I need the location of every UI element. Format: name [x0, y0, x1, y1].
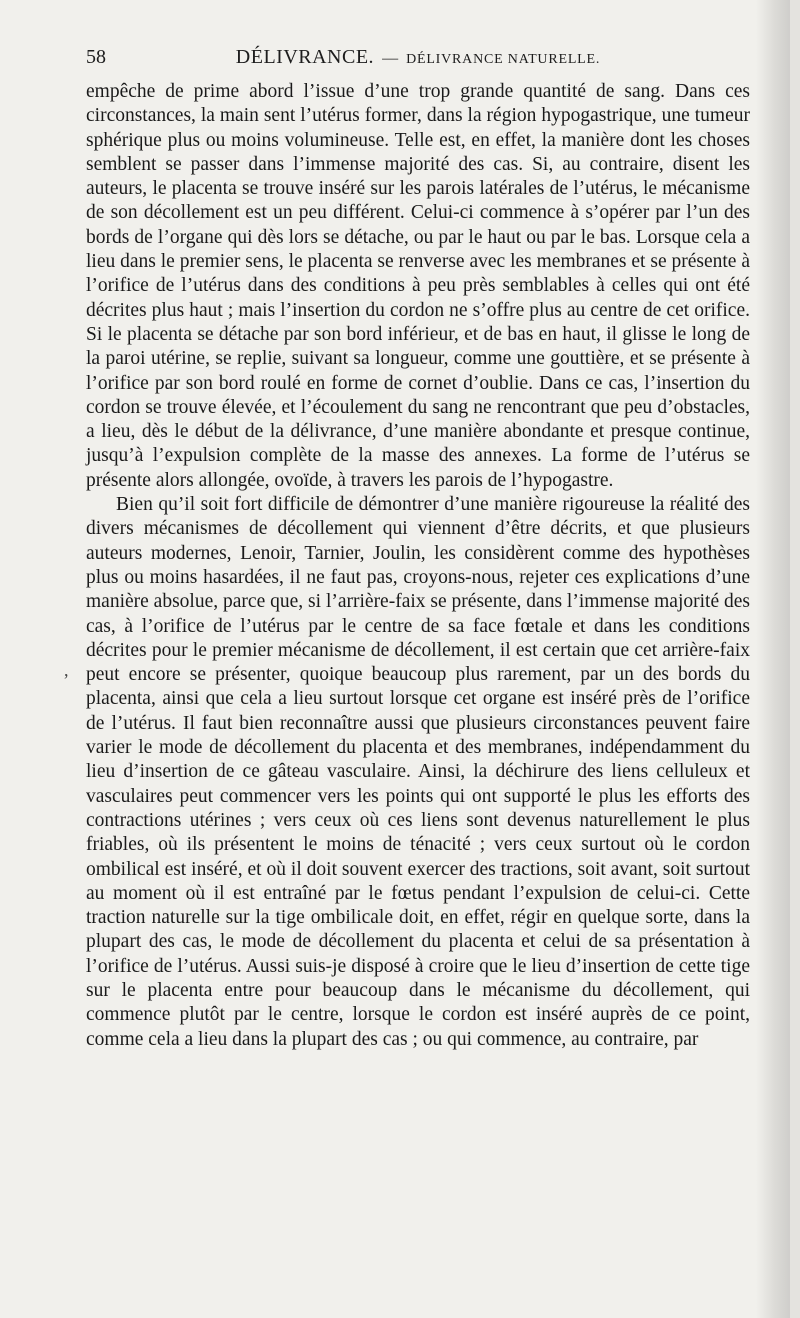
running-head-title: DÉLIVRANCE. — [235, 46, 375, 68]
margin-mark: , — [64, 660, 69, 680]
page-number: 58 — [86, 46, 106, 68]
paragraph: Bien qu’il soit fort difficile de démontrer d’une manière rigoureuse la réalité des divers mécanismes de décollement qui viennent d’être décrits, et que plusieurs auteurs modernes, Lenoir, Tarnier, Joulin, les considèrent comme des hypothèses plus ou moins hasardées, il ne faut pas, croyons-nous, rejeter ces explications d’une manière absolue, parce que, si l’arrière-faix se présente, dans l’immense majorité des cas, à l’orifice de l’utérus par le centre de sa face fœtale et dans les conditions décrites pour le premier mécanisme de décollement, il est certain que cet arrière-faix peut encore se présenter, quoique beaucoup plus rarement, par un des bords du placenta, ainsi que cela a lieu surtout lorsque cet organe est inséré près de l’orifice de l’utérus. Il faut bien reconnaître aussi que plusieurs circonstances peuvent faire varier le mode de décollement du placenta et des membranes, indépendamment du lieu d’insertion de ce gâteau vasculaire. Ainsi, la déchirure des liens celluleux et vasculaires peut commencer vers les points qui ont supporté le plus les efforts des contractions utérines ; vers ceux où ces liens sont devenus naturellement le plus friables, où ils présentent le moins de ténacité ; vers ceux surtout où le cordon ombilical est inséré, et où il doit souvent exercer des tractions, soit avant, soit surtout au moment où il est entraîné par le fœtus pendant l’expulsion de celui-ci. Cette traction naturelle sur la tige ombilicale doit, en effet, régir en quelque sorte, dans la plupart des cas, le mode de décollement du placenta et celui de sa présentation à l’orifice de l’utérus. Aussi suis-je disposé à croire que le lieu d’insertion de cette tige sur le placenta entre pour beaucoup dans le mécanisme du décollement, qui commence plutôt par le centre, lorsque le cordon est inséré auprès de ce point, comme cela a lieu dans la plupart des cas ; ou qui commence, au contraire, par — [86, 494, 750, 1050]
running-head — [86, 42, 750, 75]
page-edge-shadow — [756, 0, 790, 1318]
page-header — [86, 42, 750, 72]
running-head-subtitle: DÉLIVRANCE NATURELLE. — [406, 52, 601, 67]
running-head-separator: — — [382, 50, 399, 67]
paragraph-continued: empêche de prime abord l’issue d’une trop grande quantité de sang. Dans ces circonstances, la main sent l’utérus former, dans la région hypogastrique, une tumeur sphérique plus ou moins volumineuse. Telle est, en effet, la manière dont les choses semblent se passer dans l’immense majorité des cas. Si, au contraire, disent les auteurs, le placenta se trouve inséré sur les parois latérales de l’utérus, le mécanisme de son décollement est un peu différent. Celui-ci commence à s’opérer par l’un des bords de l’organe qui dès lors se détache, ou par le haut ou par le bas. Lorsque cela a lieu dans le premier sens, le placenta se renverse avec les membranes et se présente à l’orifice de l’utérus dans des conditions à peu près semblables à celles qui ont été décrites plus haut ; mais l’insertion du cordon ne s’offre plus au centre de cet orifice. Si le placenta se détache par son bord inférieur, et de bas en haut, il glisse le long de la paroi utérine, se replie, suivant sa longueur, comme une gouttière, et se présente à l’orifice par son bord roulé en forme de cornet d’oublie. Dans ce cas, l’insertion du cordon se trouve élevée, et l’écoulement du sang ne rencontrant que peu d’obstacles, a lieu, dès le début de la délivrance, d’une manière abondante et presque continue, jusqu’à l’expulsion complète de la masse des annexes. La forme de l’utérus se présente alors allongée, ovoïde, à travers les parois de l’hypogastre. — [86, 81, 750, 491]
page-body — [86, 80, 750, 1052]
